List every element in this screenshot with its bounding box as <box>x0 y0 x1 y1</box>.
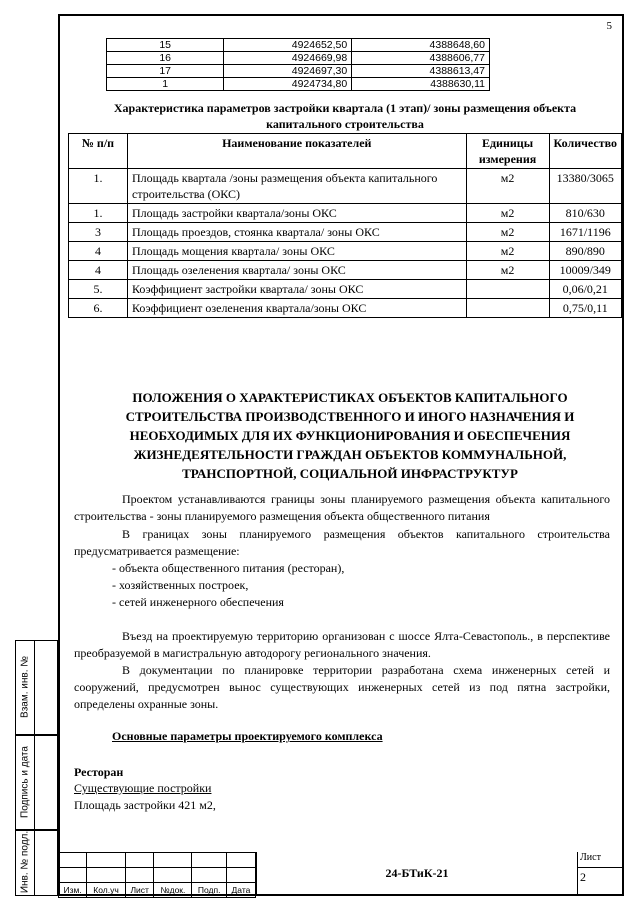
row-number: 4 <box>69 242 128 261</box>
heading-line: НЕОБХОДИМЫХ ДЛЯ ИХ ФУНКЦИОНИРОВАНИЯ И ОБЕСПЕЧЕНИЯ <box>129 428 571 443</box>
side-label-signature: Подпись и дата <box>19 746 31 818</box>
list-item: - сетей инженерного обеспечения <box>112 595 284 609</box>
heading-line: ЖИЗНЕДЕЯТЕЛЬНОСТИ ГРАЖДАН ОБЪЕКТОВ КОММУНАЛЬНОЙ, <box>133 447 567 462</box>
side-label-replace-inv: Взам. инв. № <box>19 656 31 718</box>
coords-cell: 4924652,50 <box>224 39 352 52</box>
coords-row <box>107 78 490 91</box>
heading-line: ТРАНСПОРТНОЙ, СОЦИАЛЬНОЙ ИНФРАСТРУКТУР <box>182 466 518 481</box>
coords-cell: 4924734,80 <box>224 78 352 91</box>
row-number: 1. <box>69 204 128 223</box>
coords-cell: 15 <box>107 39 224 52</box>
col-name: Наименование показателей <box>128 134 467 169</box>
row-number: 5. <box>69 280 128 299</box>
row-name: Коэффициент застройки квартала/ зоны ОКС <box>128 280 467 299</box>
row-quantity: 890/890 <box>549 242 621 261</box>
col-number: № п/п <box>69 134 128 169</box>
row-quantity: 0,75/0,11 <box>549 299 621 318</box>
row-unit: м2 <box>466 204 549 223</box>
revision-grid <box>58 852 256 898</box>
params-table <box>68 133 622 318</box>
built-area: Площадь застройки 421 м2, <box>74 798 216 812</box>
row-number: 4 <box>69 261 128 280</box>
params-row <box>69 242 622 261</box>
row-unit: м2 <box>466 223 549 242</box>
params-caption-line2: капитального строительства <box>266 117 424 131</box>
page-number: 5 <box>606 20 612 32</box>
paragraph-entrance: Въезд на проектируемую территорию организован с шоссе Ялта-Севастополь., в перспективе преобразуемой в магистральную автодорогу регионального значения. <box>74 629 610 660</box>
row-quantity: 810/630 <box>549 204 621 223</box>
row-name: Площадь квартала /зоны размещения объекта капитального строительства (ОКС) <box>128 169 467 204</box>
row-number: 3 <box>69 223 128 242</box>
coords-cell: 4388630,11 <box>352 78 490 91</box>
coords-cell: 17 <box>107 65 224 78</box>
coords-cell: 4388648,60 <box>352 39 490 52</box>
list-item: - хозяйственных построек, <box>112 578 249 592</box>
params-row <box>69 223 622 242</box>
row-quantity: 0,06/0,21 <box>549 280 621 299</box>
row-quantity: 1671/1196 <box>549 223 621 242</box>
existing-buildings-label: Существующие постройки <box>74 781 212 795</box>
coords-cell: 4388606,77 <box>352 52 490 65</box>
coords-cell: 16 <box>107 52 224 65</box>
row-unit <box>466 280 549 299</box>
coordinates-table <box>106 38 490 91</box>
col-quantity: Количество <box>549 134 621 169</box>
row-name: Площадь озеленения квартала/ зоны ОКС <box>128 261 467 280</box>
side-box-2-field <box>35 735 58 830</box>
params-row <box>69 299 622 318</box>
row-number: 6. <box>69 299 128 318</box>
sheet-label: Лист <box>578 852 622 868</box>
row-quantity: 10009/349 <box>549 261 621 280</box>
params-row <box>69 261 622 280</box>
params-row <box>69 280 622 299</box>
titleblock-column-label: Лист <box>125 883 154 898</box>
coords-cell: 4924669,98 <box>224 52 352 65</box>
row-name: Площадь мощения квартала/ зоны ОКС <box>128 242 467 261</box>
titleblock-column-label: Дата <box>226 883 255 898</box>
row-name: Коэффициент озеленения квартала/зоны ОКС <box>128 299 467 318</box>
document-code: 24-БТиК-21 <box>256 852 578 896</box>
coords-cell: 4388613,47 <box>352 65 490 78</box>
row-name: Площадь проездов, стоянка квартала/ зоны ОКС <box>128 223 467 242</box>
titleblock-column-label: Подп. <box>192 883 227 898</box>
paragraph-engineering: В документации по планировке территории разработана схема инженерных сетей и сооружений, предусмотрен вынос существующих инженерных сетей из под пятна застройки, определены охранные зоны. <box>74 663 610 711</box>
side-box-1-field <box>35 640 58 735</box>
heading-line: СТРОИТЕЛЬСТВА ПРОИЗВОДСТВЕННОГО И ИНОГО НАЗНАЧЕНИЯ И <box>125 409 575 424</box>
row-name: Площадь застройки квартала/зоны ОКС <box>128 204 467 223</box>
section-heading <box>100 388 600 483</box>
heading-line: ПОЛОЖЕНИЯ О ХАРАКТЕРИСТИКАХ ОБЪЕКТОВ КАПИТАЛЬНОГО <box>132 390 568 405</box>
paragraph-boundaries: Проектом устанавливаются границы зоны планируемого размещения объекта капитального строительства - зоны планируемого размещения объекта общественного питания <box>74 492 610 523</box>
row-unit <box>466 299 549 318</box>
paragraph-placement: В границах зоны планируемого размещения объектов капитального строительства предусматривается размещение: <box>74 527 610 558</box>
title-block <box>58 852 624 896</box>
params-row <box>69 204 622 223</box>
side-label-inv-original: Инв. № подл. <box>19 830 31 894</box>
titleblock-column-label: Изм. <box>59 883 87 898</box>
titleblock-column-label: №док. <box>154 883 192 898</box>
coords-row <box>107 65 490 78</box>
params-row <box>69 169 622 204</box>
row-number: 1. <box>69 169 128 204</box>
list-item: - объекта общественного питания (ресторан), <box>112 561 345 575</box>
row-unit: м2 <box>466 261 549 280</box>
row-unit: м2 <box>466 169 549 204</box>
side-box-3-field <box>35 830 58 896</box>
coords-cell: 4924697,30 <box>224 65 352 78</box>
params-caption-line1: Характеристика параметров застройки квартала (1 этап)/ зоны размещения объекта <box>113 101 577 115</box>
coords-row <box>107 39 490 52</box>
coords-row <box>107 52 490 65</box>
params-header-row <box>69 134 622 169</box>
section-title: Основные параметры проектируемого комплекса <box>112 729 383 743</box>
row-unit: м2 <box>466 242 549 261</box>
titleblock-column-label: Кол.уч <box>87 883 126 898</box>
col-unit: Единицы измерения <box>466 134 549 169</box>
row-quantity: 13380/3065 <box>549 169 621 204</box>
sheet-number: 2 <box>580 870 586 884</box>
restaurant-title: Ресторан <box>74 765 124 779</box>
coords-cell: 1 <box>107 78 224 91</box>
